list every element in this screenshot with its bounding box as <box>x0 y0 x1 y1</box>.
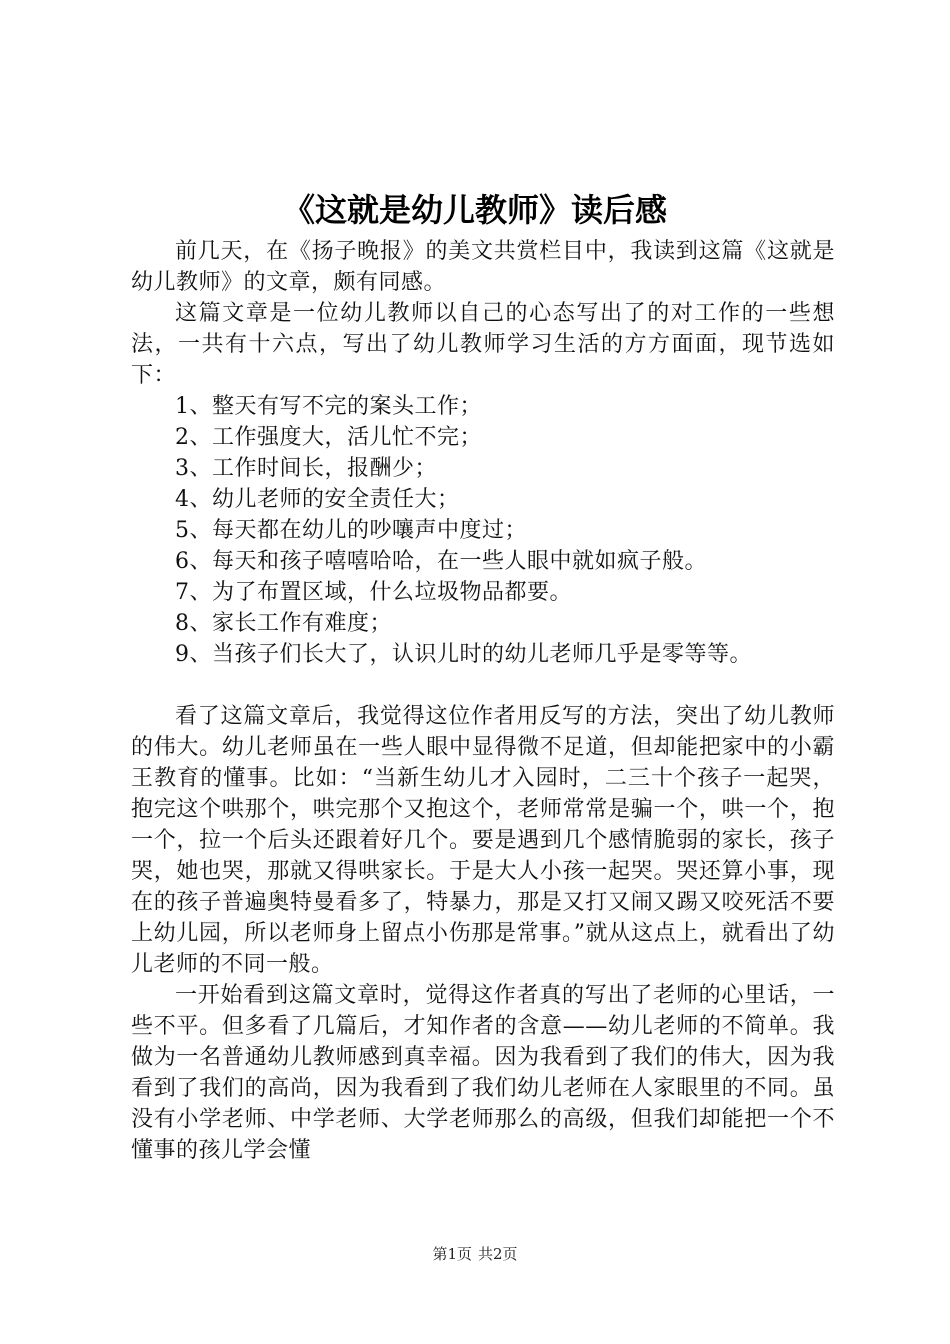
document-title: 《这就是幼儿教师》读后感 <box>282 191 667 229</box>
paragraph-intro-1: 前几天，在《扬子晚报》的美文共赏栏目中，我读到这篇《这就是幼儿教师》的文章，颇有同感。 <box>131 239 835 295</box>
paragraph-intro-2: 这篇文章是一位幼儿教师以自己的心态写出了的对工作的一些想法，一共有十六点，写出了幼儿教师学习生活的方方面面，现节选如下： <box>131 301 835 388</box>
excerpt-list <box>131 391 835 670</box>
document-body <box>131 236 835 1166</box>
page-footer <box>0 1244 950 1264</box>
paragraph-body-1: 看了这篇文章后，我觉得这位作者用反写的方法，突出了幼儿教师的伟大。幼儿老师虽在一些人眼中显得微不足道，但却能把家中的小霸王教育的懂事。比如：“当新生幼儿才入园时，二三十个孩子一起哭，抱完这个哄那个，哄完那个又抱这个，老师常常是骗一个，哄一个，抱一个，拉一个后头还跟着好几个。要是遇到几个感情脆弱的家长，孩子哭，她也哭，那就又得哄家长。于是大人小孩一起哭。哭还算小事，现在的孩子普遍奥特曼看多了，特暴力，那是又打又闹又踢又咬死活不要上幼儿园，所以老师身上留点小伤那是常事。”就从这点上，就看出了幼儿老师的不同一般。 <box>131 704 835 977</box>
list-item: 2、工作强度大，活儿忙不完； <box>175 425 482 450</box>
list-item: 7、为了布置区域，什么垃圾物品都要。 <box>175 580 572 605</box>
list-item: 6、每天和孩子嘻嘻哈哈，在一些人眼中就如疯子般。 <box>175 549 707 574</box>
list-item: 3、工作时间长，报酬少； <box>175 456 437 481</box>
list-item: 9、当孩子们长大了，认识儿时的幼儿老师几乎是零等等。 <box>175 642 752 667</box>
page-number: 第1页 <box>432 1245 472 1263</box>
list-item: 8、家长工作有难度； <box>175 611 392 636</box>
list-item: 4、幼儿老师的安全责任大； <box>175 487 460 512</box>
list-item: 1、整天有写不完的案头工作； <box>175 394 482 419</box>
list-item: 5、每天都在幼儿的吵嚷声中度过； <box>175 518 527 543</box>
page-total: 共2页 <box>478 1245 518 1263</box>
blank-line <box>131 670 835 701</box>
paragraph-body-2: 一开始看到这篇文章时，觉得这作者真的写出了老师的心里话，一些不平。但多看了几篇后，才知作者的含意——幼儿老师的不简单。我做为一名普通幼儿教师感到真幸福。因为我看到了我们的伟大，因为我看到了我们的高尚，因为我看到了我们幼儿老师在人家眼里的不同。虽没有小学老师、中学老师、大学老师那么的高级，但我们却能把一个不懂事的孩儿学会懂 <box>131 983 835 1163</box>
